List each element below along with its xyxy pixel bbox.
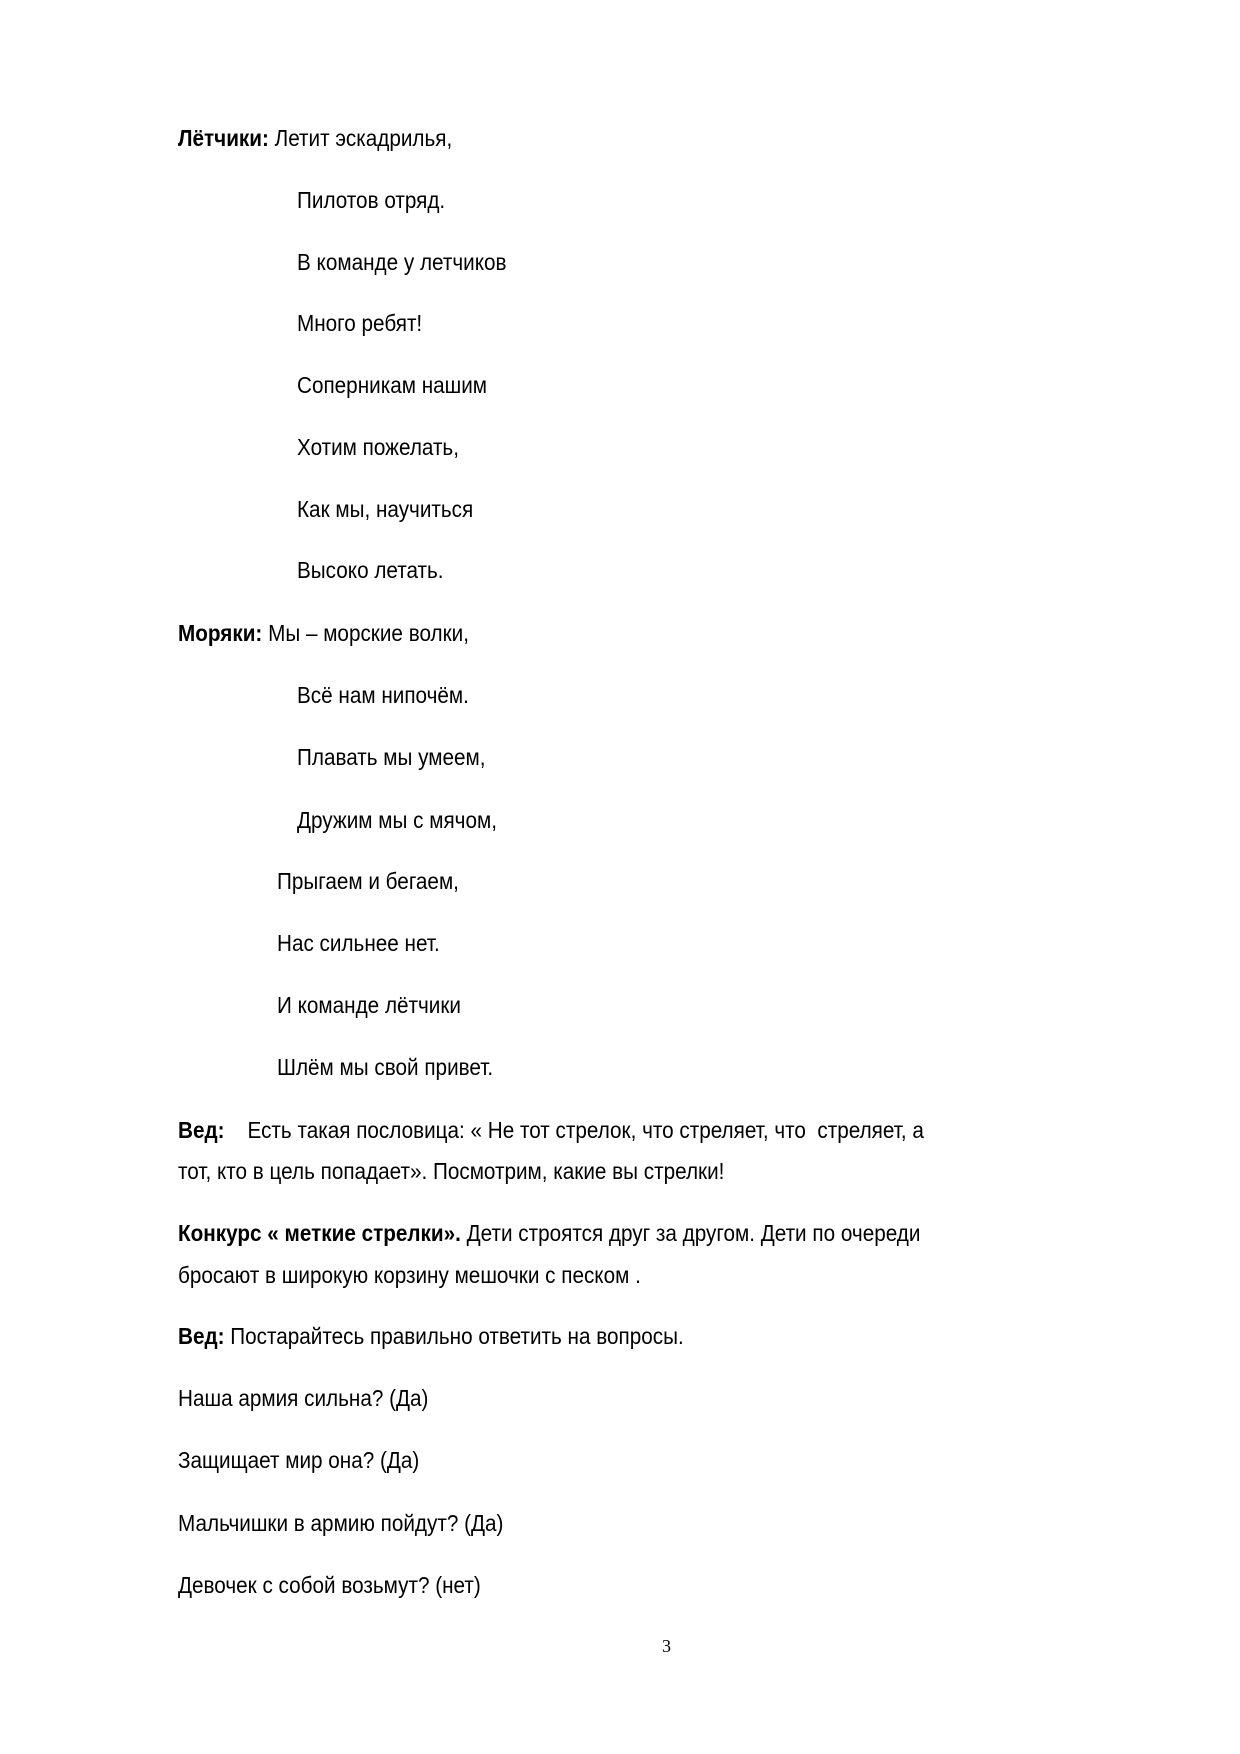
text-line: Хотим пожелать, — [297, 434, 459, 460]
text-line: Пилотов отряд. — [297, 187, 446, 213]
line-text: Летит эскадрилья, — [268, 125, 453, 151]
text-line: Как мы, научиться — [297, 496, 474, 522]
text-line: Прыгаем и бегаем, — [277, 868, 459, 894]
text-line: И команде лётчики — [277, 992, 461, 1018]
text-line: Соперникам нашим — [297, 372, 488, 398]
text-line: Наша армия сильна? (Да) — [178, 1385, 429, 1411]
text-line: Плавать мы умеем, — [297, 744, 486, 770]
text-line: Дружим мы с мячом, — [297, 807, 497, 833]
speaker-label: Вед: — [178, 1323, 225, 1349]
text-line: Высоко летать. — [297, 557, 444, 583]
text-line — [178, 1322, 684, 1350]
line-text: Есть такая пословица: « Не тот стрелок, что стреляет, что стреляет, а — [224, 1117, 924, 1143]
text-line: тот, кто в цель попадает». Посмотрим, какие вы стрелки! — [178, 1158, 725, 1184]
text-line — [178, 619, 469, 647]
speaker-label: Лётчики: — [178, 125, 269, 151]
text-line: Мальчишки в армию пойдут? (Да) — [178, 1510, 504, 1536]
text-line — [178, 1116, 924, 1144]
page-number: 3 — [662, 1636, 671, 1656]
text-line: Всё нам нипочём. — [297, 682, 469, 708]
contest-title: Конкурс « меткие стрелки». — [178, 1220, 461, 1246]
line-text: Мы – морские волки, — [262, 620, 469, 646]
text-line: Шлём мы свой привет. — [277, 1054, 494, 1080]
text-line: Много ребят! — [297, 310, 423, 336]
text-line: В команде у летчиков — [297, 249, 507, 275]
text-line: Защищает мир она? (Да) — [178, 1447, 420, 1473]
text-line — [178, 124, 452, 152]
text-line — [178, 1219, 920, 1247]
text-line: Девочек с собой возьмут? (нет) — [178, 1572, 481, 1598]
line-text: Постарайтесь правильно ответить на вопросы. — [224, 1323, 684, 1349]
text-line: бросают в широкую корзину мешочки с песком . — [178, 1262, 641, 1288]
speaker-label: Моряки: — [178, 620, 263, 646]
line-text: Дети строятся друг за другом. Дети по очереди — [460, 1220, 921, 1246]
speaker-label: Вед: — [178, 1117, 225, 1143]
text-line: Нас сильнее нет. — [277, 930, 440, 956]
